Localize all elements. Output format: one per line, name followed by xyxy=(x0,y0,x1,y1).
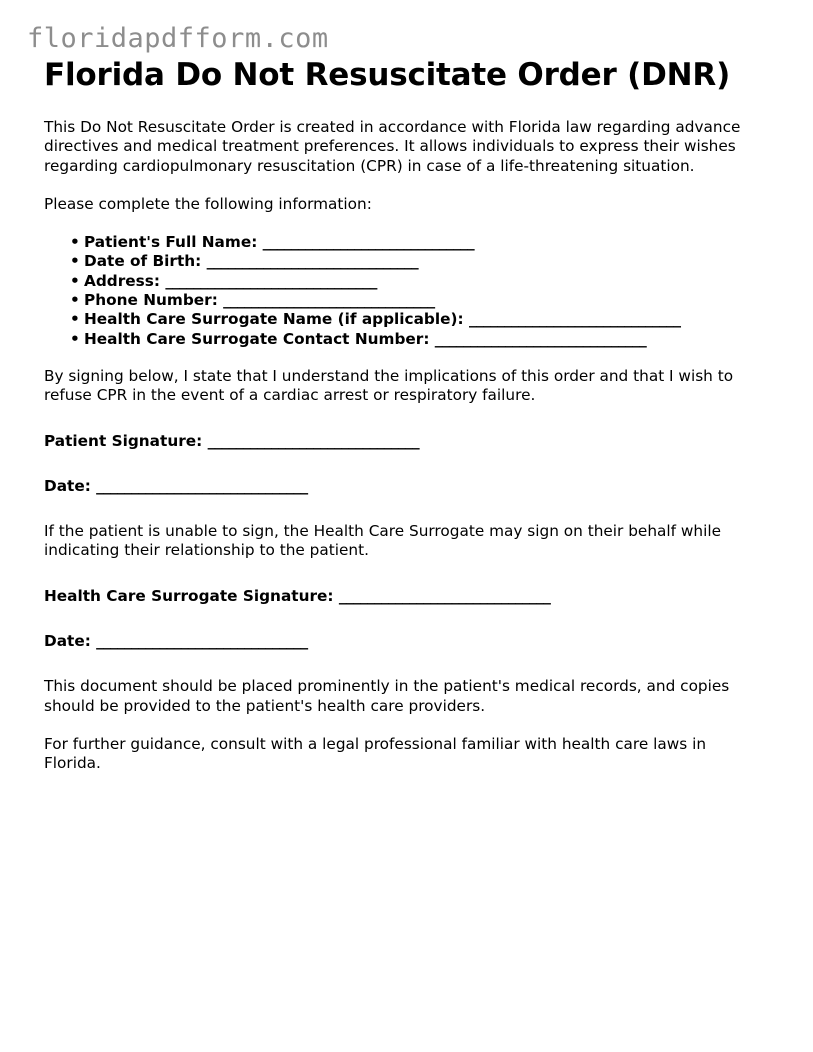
list-item xyxy=(44,310,766,329)
list-item xyxy=(44,330,766,349)
field-blank[interactable]: ______________________________ xyxy=(165,271,377,290)
surrogate-signature-blank[interactable]: ______________________________ xyxy=(338,586,551,605)
instruction-text: Please complete the following information: xyxy=(44,194,372,213)
spacer xyxy=(44,425,766,432)
patient-fields-list xyxy=(44,233,766,349)
surrogate-date-label: Date: xyxy=(44,632,91,651)
surrogate-date-row xyxy=(44,632,766,651)
field-label: Health Care Surrogate Contact Number: xyxy=(84,329,430,348)
field-blank[interactable]: ______________________________ xyxy=(468,310,681,329)
patient-signature-blank[interactable]: ______________________________ xyxy=(207,431,420,450)
spacer xyxy=(44,580,766,587)
field-label: Date of Birth: xyxy=(84,252,202,271)
intro-paragraph: This Do Not Resuscitate Order is created in accordance with Florida law regarding advance directives and medical treatment preferences. It allows individuals to express their wishes regarding cardiopulmonary resuscitation (CPR) in case of a life-threatening situation. xyxy=(44,118,741,175)
list-item xyxy=(44,252,766,271)
field-label: Health Care Surrogate Name (if applicable): xyxy=(84,310,464,329)
patient-date-blank[interactable]: ______________________________ xyxy=(96,476,308,495)
surrogate-signature-row xyxy=(44,587,766,606)
watermark-floridapdfform: floridapdfform.com xyxy=(27,23,329,54)
list-item xyxy=(44,291,766,310)
patient-signature-label: Patient Signature: xyxy=(44,431,203,450)
field-blank[interactable]: ______________________________ xyxy=(434,329,647,348)
field-label: Patient's Full Name: xyxy=(84,233,258,252)
records-paragraph: This document should be placed prominently in the patient's medical records, and copies should be provided to the patient's health care providers. xyxy=(44,677,730,715)
surrogate-paragraph: If the patient is unable to sign, the Health Care Surrogate may sign on their behalf while indicating their relationship to the patient. xyxy=(44,522,722,560)
field-blank[interactable]: ______________________________ xyxy=(262,233,475,252)
page-title: Florida Do Not Resuscitate Order (DNR) xyxy=(44,57,731,93)
surrogate-signature-label: Health Care Surrogate Signature: xyxy=(44,586,334,605)
guidance-paragraph: For further guidance, consult with a legal professional familiar with health care laws in Florida. xyxy=(44,734,707,773)
field-label: Address: xyxy=(84,271,160,290)
list-item xyxy=(44,233,766,252)
surrogate-date-blank[interactable]: ______________________________ xyxy=(96,632,308,651)
document-content xyxy=(44,56,766,793)
patient-signature-row xyxy=(44,432,766,451)
attestation-paragraph: By signing below, I state that I understand the implications of this order and that I wish to refuse CPR in the event of a cardiac arrest or respiratory failure. xyxy=(44,366,734,405)
patient-date-label: Date: xyxy=(44,476,91,495)
field-label: Phone Number: xyxy=(84,291,218,310)
list-item xyxy=(44,272,766,291)
patient-date-row xyxy=(44,477,766,496)
field-blank[interactable]: ______________________________ xyxy=(223,291,435,310)
field-blank[interactable]: ______________________________ xyxy=(206,252,419,271)
